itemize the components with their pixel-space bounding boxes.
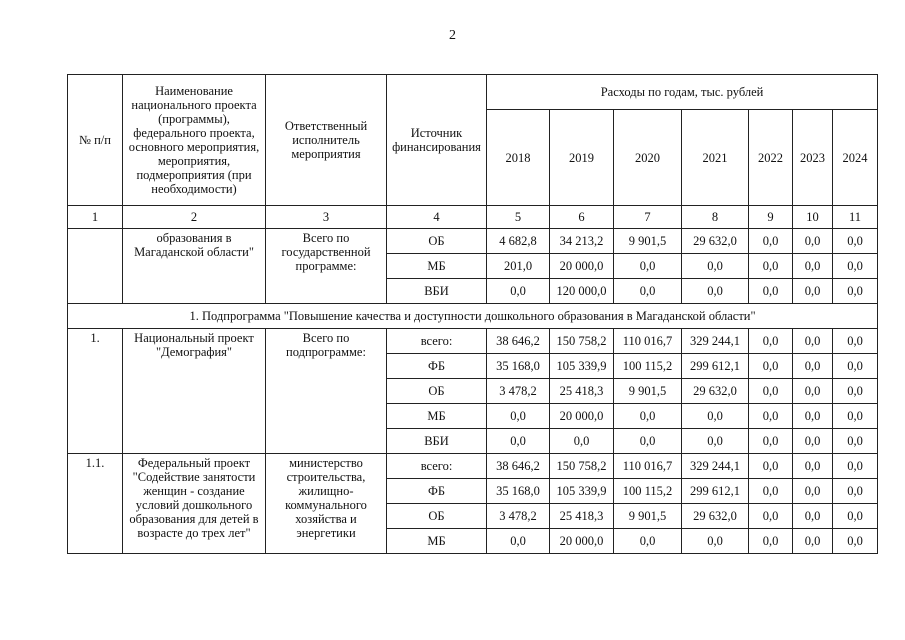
- expense-value: 299 612,1: [682, 479, 749, 504]
- expense-value: 0,0: [833, 429, 878, 454]
- expense-value: 0,0: [793, 229, 833, 254]
- header-year: 2019: [550, 110, 614, 206]
- table-row: [68, 329, 878, 354]
- column-number: 10: [793, 206, 833, 229]
- funding-source: ОБ: [387, 379, 487, 404]
- expense-value: 34 213,2: [550, 229, 614, 254]
- expense-value: 150 758,2: [550, 454, 614, 479]
- expense-value: 0,0: [833, 329, 878, 354]
- expense-value: 105 339,9: [550, 479, 614, 504]
- column-number: 8: [682, 206, 749, 229]
- expense-value: 35 168,0: [487, 479, 550, 504]
- expense-value: 0,0: [793, 254, 833, 279]
- expense-value: 0,0: [833, 454, 878, 479]
- expense-value: 3 478,2: [487, 504, 550, 529]
- funding-source: ВБИ: [387, 279, 487, 304]
- expense-value: 4 682,8: [487, 229, 550, 254]
- expense-value: 35 168,0: [487, 354, 550, 379]
- header-row-1: [68, 75, 878, 110]
- expense-value: 0,0: [682, 279, 749, 304]
- expense-value: 0,0: [749, 379, 793, 404]
- expense-value: 0,0: [793, 329, 833, 354]
- expense-value: 0,0: [749, 529, 793, 554]
- funding-source: всего:: [387, 454, 487, 479]
- expense-value: 0,0: [749, 404, 793, 429]
- expense-value: 0,0: [749, 254, 793, 279]
- expenses-table: [67, 74, 878, 554]
- expense-value: 0,0: [793, 429, 833, 454]
- column-number: 6: [550, 206, 614, 229]
- column-number: 5: [487, 206, 550, 229]
- header-year: 2022: [749, 110, 793, 206]
- expense-value: 0,0: [550, 429, 614, 454]
- column-number: 9: [749, 206, 793, 229]
- expense-value: 0,0: [614, 529, 682, 554]
- expense-value: 0,0: [833, 404, 878, 429]
- column-number: 1: [68, 206, 123, 229]
- expense-value: 201,0: [487, 254, 550, 279]
- header-year: 2021: [682, 110, 749, 206]
- subprogram-title: 1. Подпрограмма "Повышение качества и доступности дошкольного образования в Магаданской области": [68, 304, 878, 329]
- header-year: 2018: [487, 110, 550, 206]
- expense-value: 299 612,1: [682, 354, 749, 379]
- expense-value: 0,0: [487, 529, 550, 554]
- expense-value: 29 632,0: [682, 379, 749, 404]
- table-row: [68, 229, 878, 254]
- expense-value: 0,0: [749, 454, 793, 479]
- column-number: 4: [387, 206, 487, 229]
- funding-source: ОБ: [387, 229, 487, 254]
- row-executor: Всего по подпрограмме:: [266, 329, 387, 454]
- header-year: 2024: [833, 110, 878, 206]
- expense-value: 110 016,7: [614, 329, 682, 354]
- expense-value: 0,0: [682, 254, 749, 279]
- expense-value: 0,0: [833, 279, 878, 304]
- expense-value: 0,0: [793, 404, 833, 429]
- row-name: Национальный проект "Демография": [123, 329, 266, 454]
- page-number: 2: [449, 28, 456, 43]
- expense-value: 9 901,5: [614, 379, 682, 404]
- column-number: 2: [123, 206, 266, 229]
- expense-value: 0,0: [833, 379, 878, 404]
- expense-value: 0,0: [749, 279, 793, 304]
- expense-value: 20 000,0: [550, 529, 614, 554]
- expense-value: 3 478,2: [487, 379, 550, 404]
- expense-value: 20 000,0: [550, 254, 614, 279]
- expense-value: 0,0: [833, 354, 878, 379]
- expense-value: 0,0: [749, 504, 793, 529]
- expense-value: 0,0: [749, 429, 793, 454]
- expense-value: 0,0: [833, 504, 878, 529]
- expense-value: 20 000,0: [550, 404, 614, 429]
- expense-value: 0,0: [487, 279, 550, 304]
- expense-value: 0,0: [833, 479, 878, 504]
- expense-value: 0,0: [614, 404, 682, 429]
- row-name: Федеральный проект "Содействие занятости женщин - создание условий дошкольного образования для детей в возрасте до трех лет": [123, 454, 266, 554]
- row-executor: министерство строительства, жилищно-коммунального хозяйства и энергетики: [266, 454, 387, 554]
- column-number: 3: [266, 206, 387, 229]
- expense-value: 0,0: [833, 254, 878, 279]
- table-row: [68, 454, 878, 479]
- expense-value: 0,0: [614, 429, 682, 454]
- expense-value: 25 418,3: [550, 379, 614, 404]
- expense-value: 120 000,0: [550, 279, 614, 304]
- row-number: 1.: [68, 329, 123, 454]
- expense-value: 0,0: [749, 354, 793, 379]
- expense-value: 0,0: [793, 454, 833, 479]
- header-name: Наименование национального проекта (программы), федерального проекта, основного мероприятия, мероприятия, подмероприятия (при необходимости): [123, 75, 266, 206]
- expense-value: 110 016,7: [614, 454, 682, 479]
- expense-value: 100 115,2: [614, 479, 682, 504]
- funding-source: МБ: [387, 254, 487, 279]
- row-executor: Всего по государственной программе:: [266, 229, 387, 304]
- funding-source: МБ: [387, 529, 487, 554]
- expense-value: 0,0: [487, 404, 550, 429]
- expense-value: 29 632,0: [682, 504, 749, 529]
- expense-value: 38 646,2: [487, 454, 550, 479]
- funding-source: ОБ: [387, 504, 487, 529]
- expense-value: 0,0: [749, 229, 793, 254]
- expense-value: 0,0: [793, 479, 833, 504]
- row-number: 1.1.: [68, 454, 123, 554]
- expense-value: 0,0: [682, 429, 749, 454]
- funding-source: ФБ: [387, 479, 487, 504]
- expense-value: 0,0: [749, 329, 793, 354]
- expense-value: 0,0: [682, 404, 749, 429]
- funding-source: МБ: [387, 404, 487, 429]
- expense-value: 0,0: [793, 504, 833, 529]
- funding-source: всего:: [387, 329, 487, 354]
- header-year: 2023: [793, 110, 833, 206]
- funding-source: ВБИ: [387, 429, 487, 454]
- expense-value: 9 901,5: [614, 229, 682, 254]
- row-name: образования в Магаданской области": [123, 229, 266, 304]
- expense-value: 100 115,2: [614, 354, 682, 379]
- expense-value: 329 244,1: [682, 329, 749, 354]
- expense-value: 0,0: [793, 354, 833, 379]
- expense-value: 0,0: [682, 529, 749, 554]
- expense-value: 0,0: [793, 379, 833, 404]
- header-source: Источник финансирования: [387, 75, 487, 206]
- expense-value: 0,0: [793, 529, 833, 554]
- subprogram-row: [68, 304, 878, 329]
- column-number: 7: [614, 206, 682, 229]
- column-numbers-row: [68, 206, 878, 229]
- column-number: 11: [833, 206, 878, 229]
- expense-value: 329 244,1: [682, 454, 749, 479]
- expense-value: 0,0: [793, 279, 833, 304]
- expense-value: 0,0: [833, 529, 878, 554]
- expense-value: 0,0: [614, 254, 682, 279]
- expense-value: 150 758,2: [550, 329, 614, 354]
- expense-value: 9 901,5: [614, 504, 682, 529]
- expense-value: 105 339,9: [550, 354, 614, 379]
- header-year: 2020: [614, 110, 682, 206]
- expense-value: 29 632,0: [682, 229, 749, 254]
- header-executor: Ответственный исполнитель мероприятия: [266, 75, 387, 206]
- funding-source: ФБ: [387, 354, 487, 379]
- expense-value: 0,0: [833, 229, 878, 254]
- expense-value: 25 418,3: [550, 504, 614, 529]
- expense-value: 0,0: [614, 279, 682, 304]
- row-number: [68, 229, 123, 304]
- expense-value: 0,0: [749, 479, 793, 504]
- header-expenses: Расходы по годам, тыс. рублей: [487, 75, 878, 110]
- header-number: № п/п: [68, 75, 123, 206]
- expense-value: 38 646,2: [487, 329, 550, 354]
- expense-value: 0,0: [487, 429, 550, 454]
